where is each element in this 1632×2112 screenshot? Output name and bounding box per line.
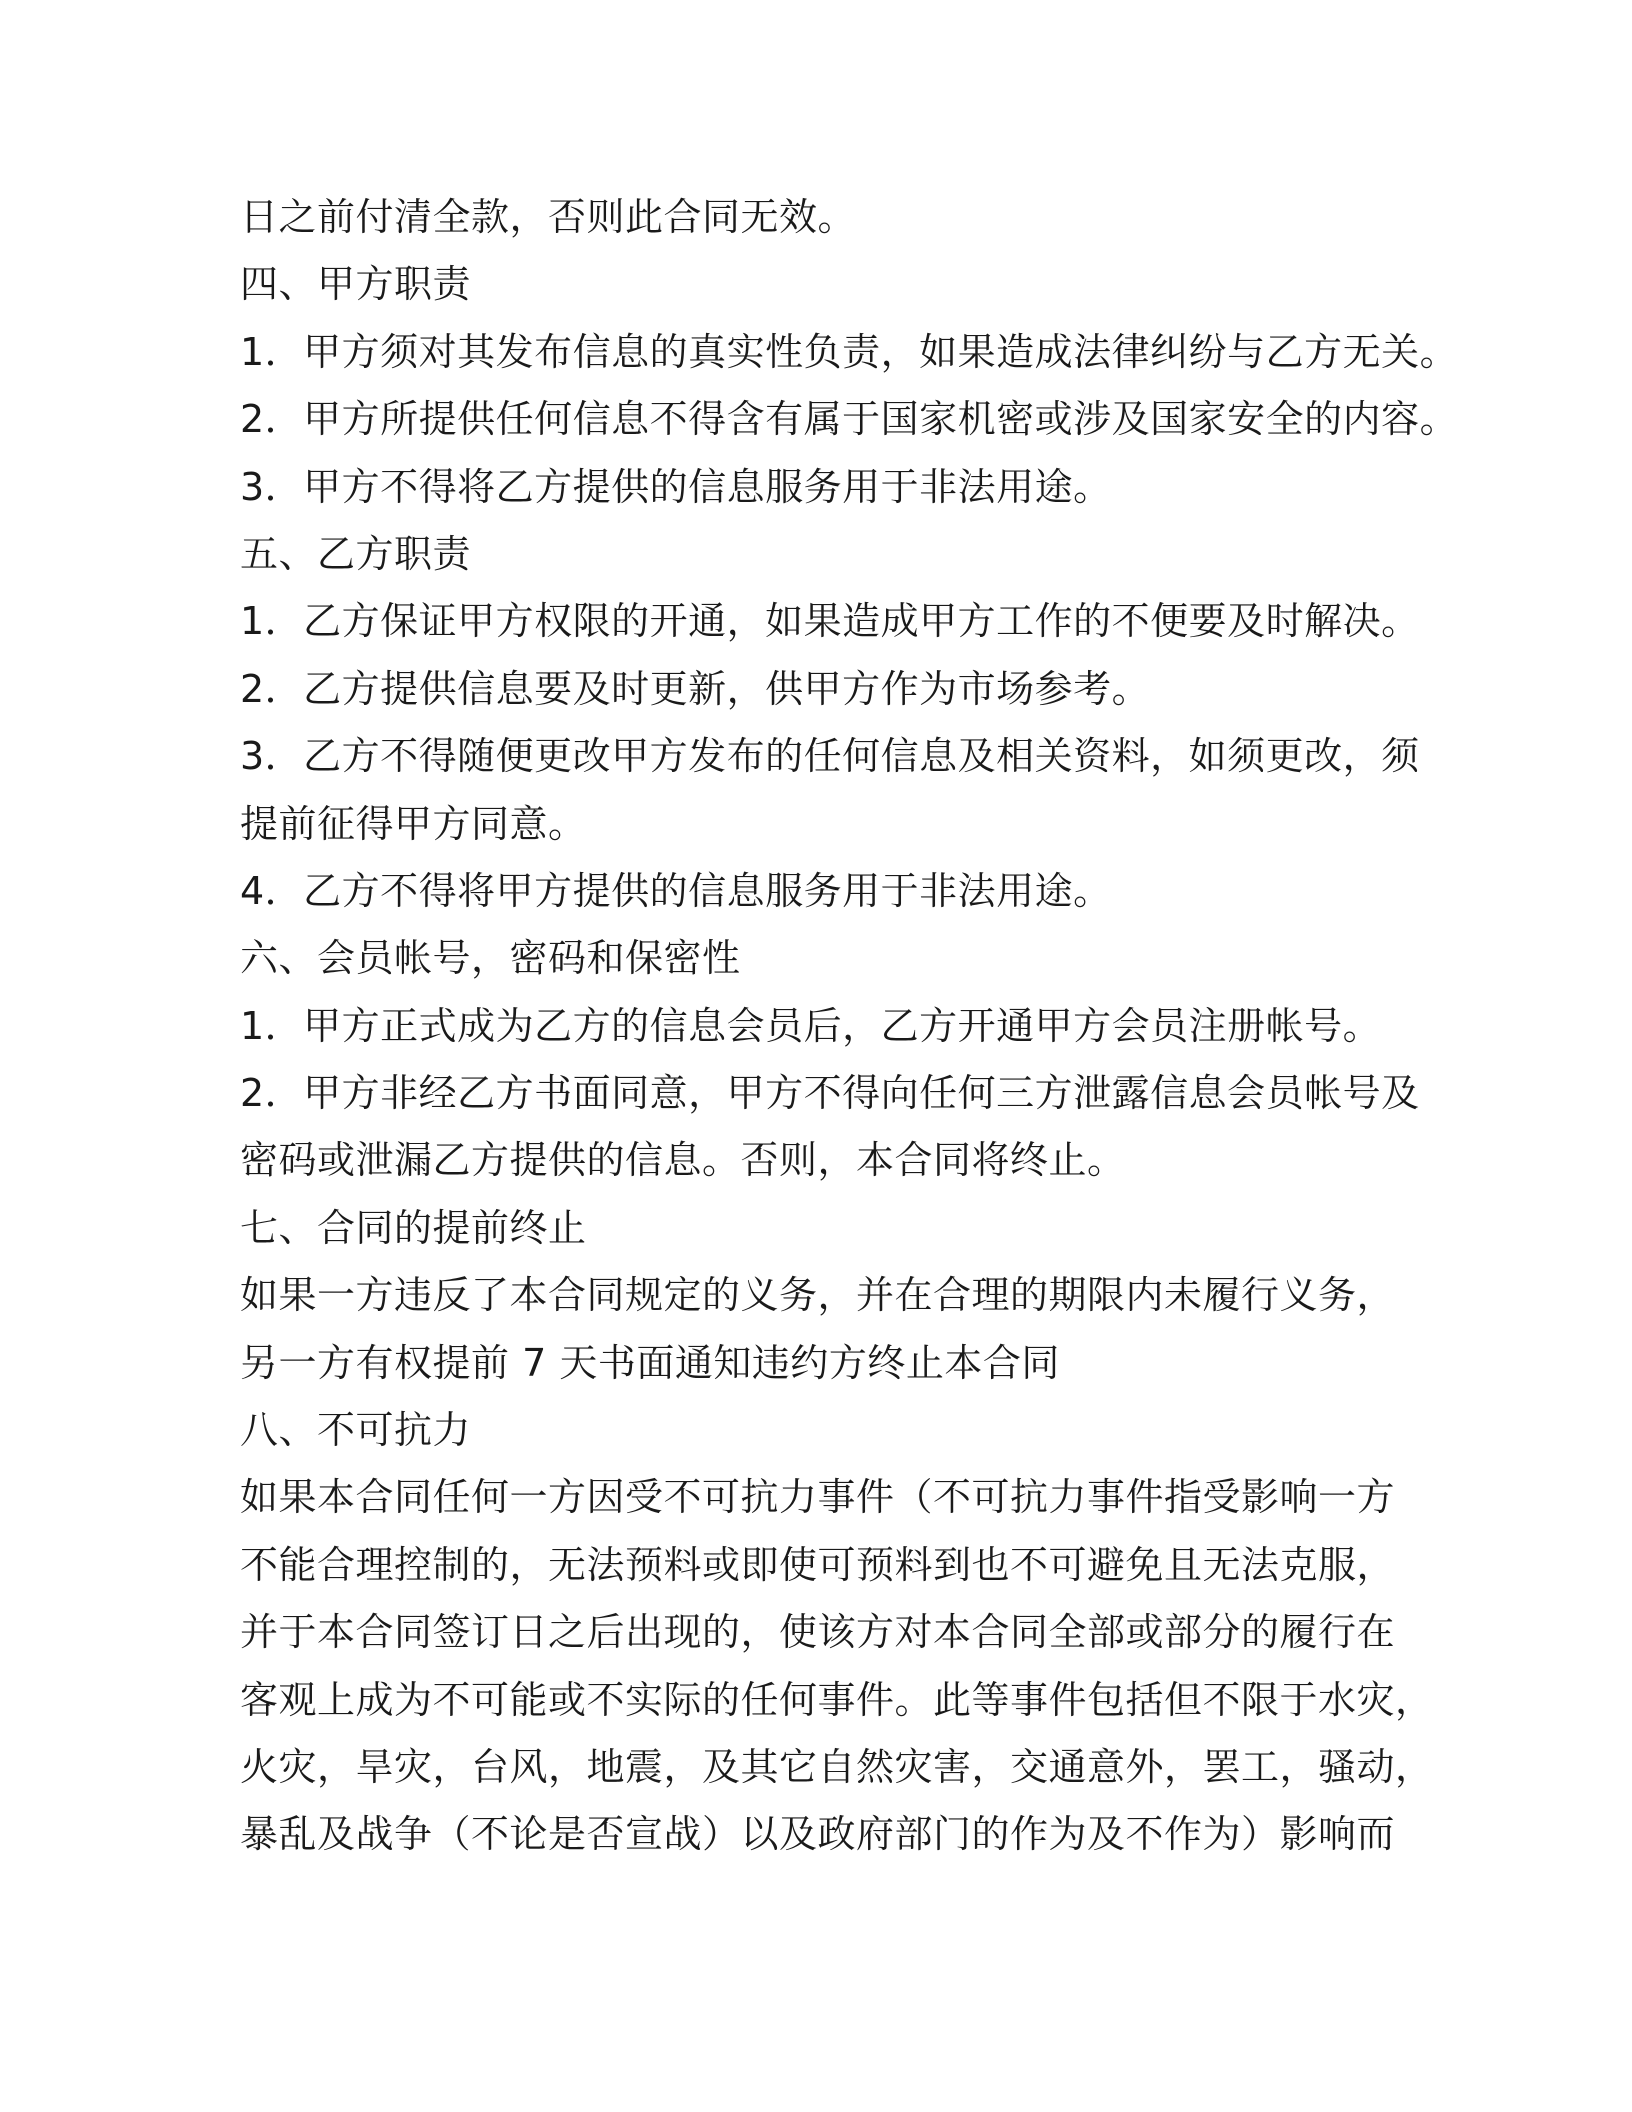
text-line: 如果本合同任何一方因受不可抗力事件（不可抗力事件指受影响一方 <box>240 1475 1396 1520</box>
section-heading: 四、甲方职责 <box>240 262 472 307</box>
section-heading: 八、不可抗力 <box>240 1408 472 1453</box>
text-line: 4．乙方不得将甲方提供的信息服务用于非法用途。 <box>240 868 1112 913</box>
text-line: 并于本合同签订日之后出现的，使该方对本合同全部或部分的履行在 <box>240 1610 1396 1655</box>
text-line: 3．甲方不得将乙方提供的信息服务用于非法用途。 <box>240 464 1112 509</box>
text-line: 另一方有权提前 7 天书面通知违约方终止本合同 <box>240 1340 1060 1385</box>
text-line: 2．乙方提供信息要及时更新，供甲方作为市场参考。 <box>240 666 1151 711</box>
section-heading: 五、乙方职责 <box>240 531 472 576</box>
text-line: 暴乱及战争（不论是否宣战）以及政府部门的作为及不作为）影响而 <box>240 1812 1396 1857</box>
document-body <box>240 184 1459 1869</box>
text-line: 密码或泄漏乙方提供的信息。否则，本合同将终止。 <box>240 1138 1126 1183</box>
text-line: 如果一方违反了本合同规定的义务，并在合理的期限内未履行义务， <box>240 1273 1396 1318</box>
text-line: 火灾，旱灾，台风，地震，及其它自然灾害，交通意外，罢工，骚动， <box>240 1744 1434 1789</box>
text-line: 提前征得甲方同意。 <box>240 801 587 846</box>
text-line: 不能合理控制的，无法预料或即使可预料到也不可避免且无法克服， <box>240 1542 1396 1587</box>
text-line: 客观上成为不可能或不实际的任何事件。此等事件包括但不限于水灾， <box>240 1677 1434 1722</box>
text-line: 1．甲方正式成为乙方的信息会员后，乙方开通甲方会员注册帐号。 <box>240 1003 1382 1048</box>
text-line: 3．乙方不得随便更改甲方发布的任何信息及相关资料，如须更改，须 <box>240 734 1420 779</box>
section-heading: 六、会员帐号，密码和保密性 <box>240 936 741 981</box>
text-line: 1．乙方保证甲方权限的开通，如果造成甲方工作的不便要及时解决。 <box>240 599 1420 644</box>
text-line: 1．甲方须对其发布信息的真实性负责，如果造成法律纠纷与乙方无关。 <box>240 329 1459 374</box>
text-line: 2．甲方所提供任何信息不得含有属于国家机密或涉及国家安全的内容。 <box>240 397 1459 442</box>
text-line: 2．甲方非经乙方书面同意，甲方不得向任何三方泄露信息会员帐号及 <box>240 1071 1420 1116</box>
text-line: 日之前付清全款，否则此合同无效。 <box>240 195 857 239</box>
section-heading: 七、合同的提前终止 <box>240 1205 587 1250</box>
